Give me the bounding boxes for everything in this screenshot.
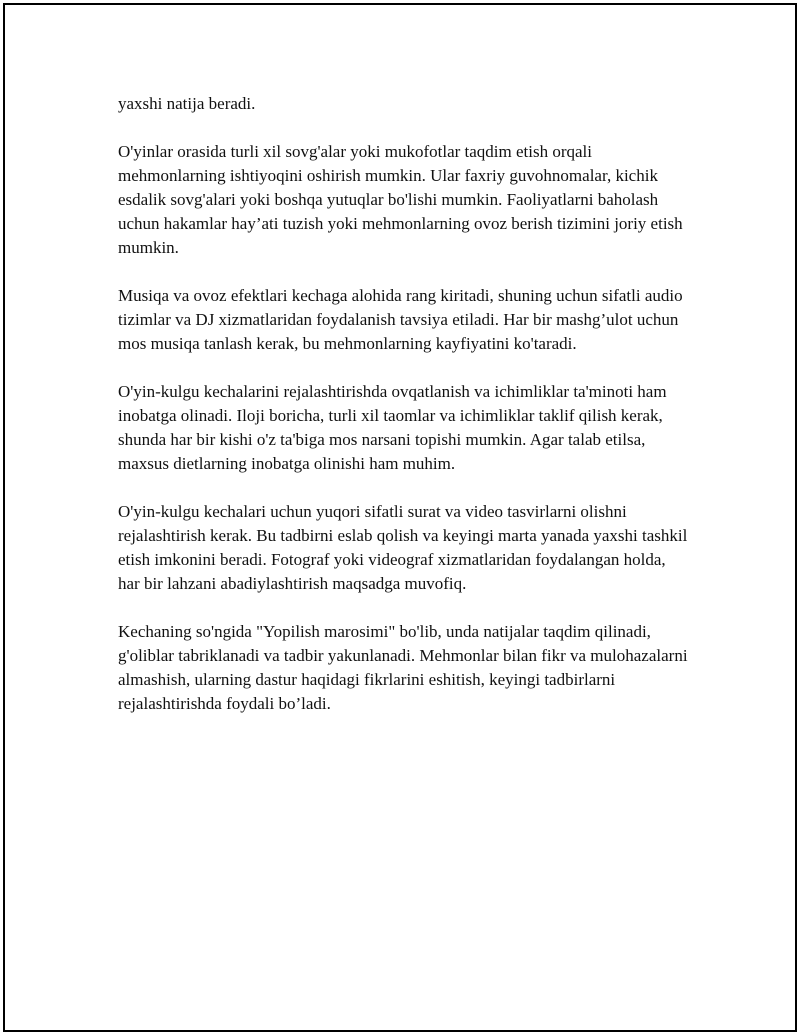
paragraph: O'yin-kulgu kechalarini rejalashtirishda ovqatlanish va ichimliklar ta'minoti ham inobatga olinadi. Iloji boricha, turli xil taomlar va ichimliklar taklif qilish kerak, shunda har bir kishi o'z ta'biga mos narsani topishi mumkin. Agar talab etilsa, maxsus dietlarning inobatga olinishi ham muhim. — [118, 382, 667, 473]
document-body — [118, 92, 688, 740]
paragraph: Kechaning so'ngida "Yopilish marosimi" bo'lib, unda natijalar taqdim qilinadi, g'oliblar tabriklanadi va tadbir yakunlanadi. Mehmonlar bilan fikr va mulohazalarni almashish, ularning dastur haqidagi fikrlarini eshitish, keyingi tadbirlarni rejalashtirishda foydali bo’ladi. — [118, 622, 688, 713]
paragraph: yaxshi natija beradi. — [118, 94, 256, 113]
paragraph: O'yinlar orasida turli xil sovg'alar yoki mukofotlar taqdim etish orqali mehmonlarning ishtiyoqini oshirish mumkin. Ular faxriy guvohnomalar, kichik esdalik sovg'alari yoki boshqa yutuqlar bo'lishi mumkin. Faoliyatlarni baholash uchun hakamlar hay’ati tuzish yoki mehmonlarning ovoz berish tizimini joriy etish mumkin. — [118, 142, 683, 257]
paragraph: O'yin-kulgu kechalari uchun yuqori sifatli surat va video tasvirlarni olishni rejalashtirish kerak. Bu tadbirni eslab qolish va keyingi marta yanada yaxshi tashkil etish imkonini beradi. Fotograf yoki videograf xizmatlaridan foydalangan holda, har bir lahzani abadiylashtirish maqsadga muvofiq. — [118, 502, 688, 593]
paragraph: Musiqa va ovoz efektlari kechaga alohida rang kiritadi, shuning uchun sifatli audio tizimlar va DJ xizmatlaridan foydalanish tavsiya etiladi. Har bir mashg’ulot uchun mos musiqa tanlash kerak, bu mehmonlarning kayfiyatini ko'taradi. — [118, 286, 683, 353]
